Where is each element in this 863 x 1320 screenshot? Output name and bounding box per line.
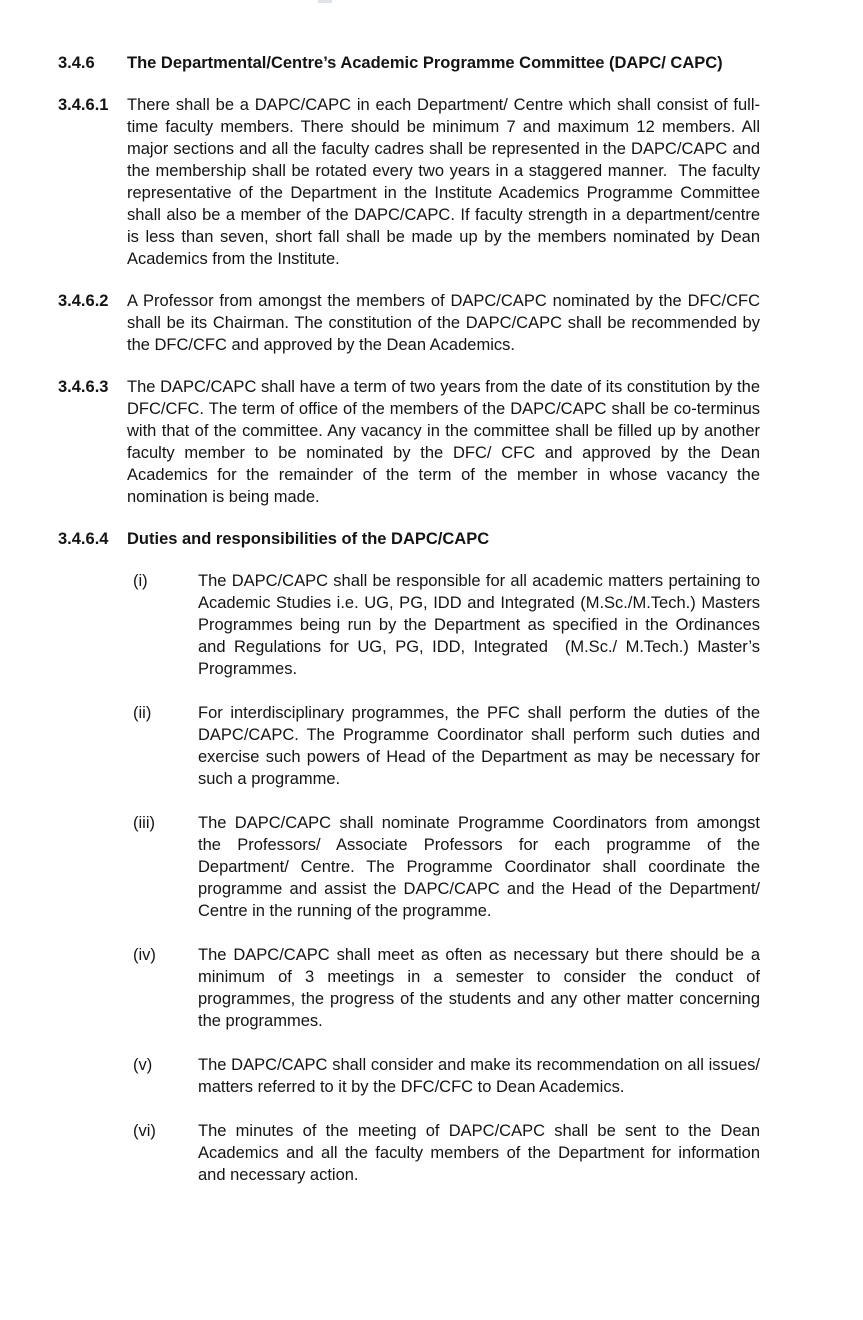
list-item-text: The minutes of the meeting of DAPC/CAPC shall be sent to the Dean Academics and all the faculty members of the Department for information and necessary action.	[198, 1122, 760, 1184]
section-3-4-6-3	[58, 376, 760, 508]
section-text: A Professor from amongst the members of DAPC/CAPC nominated by the DFC/CFC shall be its Chairman. The constitution of the DAPC/CAPC shall be recommended by the DFC/CFC and approved by the Dean Academics.	[127, 292, 760, 354]
section-number: 3.4.6.1	[58, 96, 109, 114]
page-edge-artifact	[318, 0, 332, 3]
section-heading: The Departmental/Centre’s Academic Programme Committee (DAPC/ CAPC)	[127, 54, 723, 72]
section-text: The DAPC/CAPC shall have a term of two years from the date of its constitution by the DFC/CFC. The term of office of the members of the DAPC/CAPC shall be co-terminus with that of the committee. Any vacancy in the committee shall be filled up by another faculty member to be nominated by the DFC/ CFC and approved by the Dean Academics for the remainder of the term of the member in whose vacancy the nomination is being made.	[127, 378, 760, 506]
list-item-v	[133, 1054, 760, 1098]
section-number: 3.4.6	[58, 54, 95, 72]
list-item-iii	[133, 812, 760, 922]
list-item-text: The DAPC/CAPC shall meet as often as necessary but there should be a minimum of 3 meetings in a semester to consider the conduct of programmes, the progress of the students and any other matter concerning the programmes.	[198, 946, 760, 1030]
document-content	[58, 52, 760, 1186]
duties-list	[133, 570, 760, 1186]
section-number: 3.4.6.4	[58, 530, 109, 548]
section-3-4-6-1	[58, 94, 760, 270]
section-3-4-6-2	[58, 290, 760, 356]
section-heading: Duties and responsibilities of the DAPC/CAPC	[127, 530, 490, 548]
list-item-ii	[133, 702, 760, 790]
list-item-vi	[133, 1120, 760, 1186]
list-item-text: For interdisciplinary programmes, the PFC shall perform the duties of the DAPC/CAPC. The Programme Coordinator shall perform such duties and exercise such powers of Head of the Department as may be necessary for such a programme.	[198, 704, 760, 788]
list-item-label: (vi)	[133, 1122, 156, 1140]
list-item-i	[133, 570, 760, 680]
section-3-4-6-4	[58, 528, 760, 550]
section-number: 3.4.6.2	[58, 292, 109, 310]
section-3-4-6	[58, 52, 760, 74]
section-text: There shall be a DAPC/CAPC in each Department/ Centre which shall consist of full-time faculty members. There should be minimum 7 and maximum 12 members. All major sections and all the faculty cadres shall be represented in the DAPC/CAPC and the membership shall be rotated every two years in a staggered manner. The faculty representative of the Department in the Institute Academics Programme Committee shall also be a member of the DAPC/CAPC. If faculty strength in a department/centre is less than seven, short fall shall be made up by the members nominated by Dean Academics from the Institute.	[127, 96, 760, 268]
list-item-label: (v)	[133, 1056, 153, 1074]
list-item-label: (ii)	[133, 704, 152, 722]
list-item-label: (iv)	[133, 946, 156, 964]
list-item-iv	[133, 944, 760, 1032]
list-item-text: The DAPC/CAPC shall be responsible for all academic matters pertaining to Academic Studies i.e. UG, PG, IDD and Integrated (M.Sc./M.Tech.) Masters Programmes being run by the Department as specified in the Ordinances and Regulations for UG, PG, IDD, Integrated (M.Sc./ M.Tech.) Master’s Programmes.	[198, 572, 760, 678]
list-item-label: (iii)	[133, 814, 155, 832]
list-item-text: The DAPC/CAPC shall consider and make its recommendation on all issues/ matters referred to it by the DFC/CFC to Dean Academics.	[198, 1056, 760, 1096]
list-item-label: (i)	[133, 572, 148, 590]
section-number: 3.4.6.3	[58, 378, 109, 396]
list-item-text: The DAPC/CAPC shall nominate Programme Coordinators from amongst the Professors/ Associate Professors for each programme of the Department/ Centre. The Programme Coordinator shall coordinate the programme and assist the DAPC/CAPC and the Head of the Department/ Centre in the running of the programme.	[198, 814, 760, 920]
